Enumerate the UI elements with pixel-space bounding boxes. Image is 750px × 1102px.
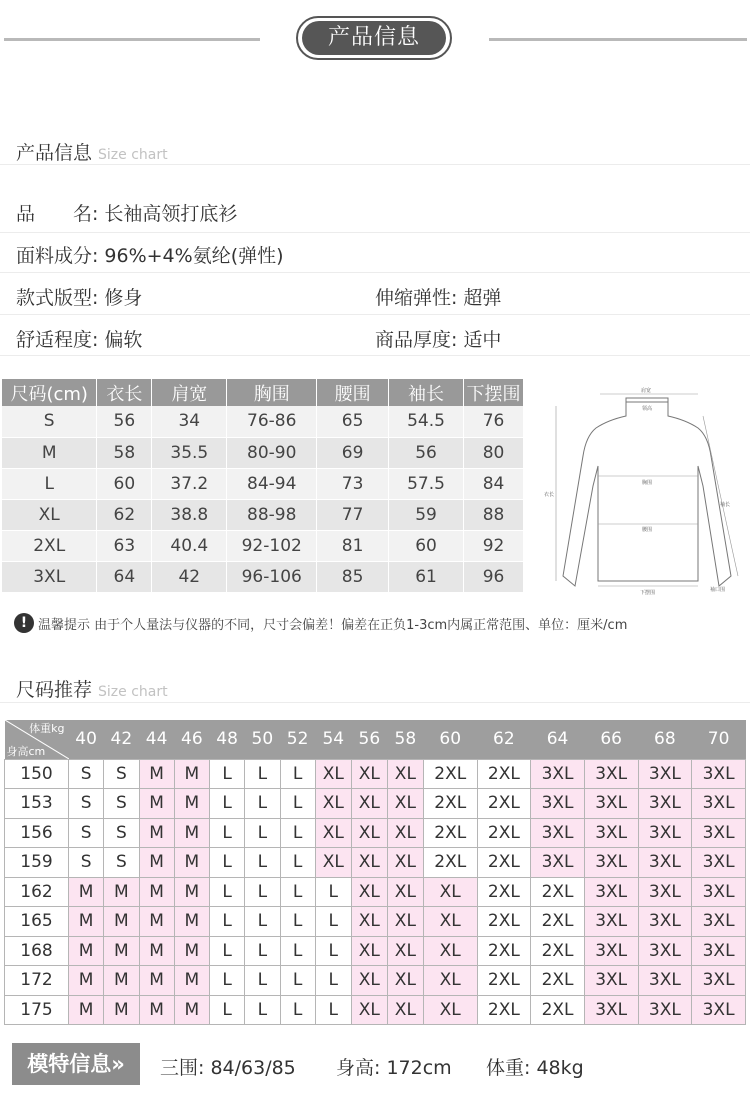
size-cell: 38.8 [152,499,227,530]
label-length: 衣长 [544,492,555,498]
recommend-size-cell: XL [387,759,423,789]
weight-header-cell: 40 [69,720,104,759]
weight-header-cell: 56 [351,720,387,759]
recommend-size-cell: L [315,936,351,966]
weight-header-cell: 42 [104,720,139,759]
recommend-size-cell: L [245,848,280,878]
height-cell: 172 [5,966,69,996]
divider [0,164,750,165]
label-collar: 领高 [642,406,653,412]
recommend-size-cell: M [174,966,209,996]
info-fabric [16,241,284,268]
recommend-size-cell: L [245,759,280,789]
recommend-size-cell: L [245,966,280,996]
recommend-size-cell: 2XL [477,848,531,878]
divider [0,272,750,273]
size-cell: 59 [389,499,464,530]
recommend-size-cell: M [139,936,174,966]
size-cell: 88-98 [227,499,317,530]
recommend-section-subtitle: Size chart [98,684,168,700]
info-style [16,283,142,310]
recommend-size-cell: 2XL [531,936,585,966]
recommend-size-cell: L [245,789,280,819]
size-cell: 63 [97,530,152,561]
size-cell: 61 [389,561,464,592]
info-comfort-value: 偏软 [104,329,143,351]
banner-line-left [4,38,260,41]
info-name-value: 长袖高领打底衫 [104,203,238,225]
recommend-size-cell: XL [351,818,387,848]
height-cell: 159 [5,848,69,878]
recommend-size-cell: S [69,789,104,819]
recommend-size-cell: M [69,995,104,1025]
weight-header-cell: 66 [584,720,638,759]
size-cell: XL [2,499,97,530]
recommend-size-cell: L [210,818,245,848]
info-style-value: 修身 [104,287,143,309]
recommend-size-cell: L [245,818,280,848]
recommend-size-cell: XL [423,877,477,907]
size-row [2,437,524,468]
corner-weight-label: 体重kg [29,722,65,735]
weight-header-cell: 58 [387,720,423,759]
recommend-size-cell: L [315,995,351,1025]
weight-header-cell: 70 [692,720,746,759]
size-cell: 84-94 [227,468,317,499]
size-cell: 85 [317,561,389,592]
weight-header-cell: 48 [210,720,245,759]
recommend-size-cell: 3XL [692,789,746,819]
recommend-size-cell: XL [351,907,387,937]
recommend-size-cell: XL [387,789,423,819]
recommend-size-cell: 3XL [584,995,638,1025]
recommend-size-cell: 3XL [584,789,638,819]
recommend-size-cell: M [174,818,209,848]
recommend-table-body [5,759,746,1025]
size-header-cell: 腰围 [317,379,389,406]
size-cell: 88 [464,499,524,530]
weight-header-cell: 54 [315,720,351,759]
recommend-size-cell: XL [387,848,423,878]
size-table-body [2,406,524,592]
recommend-size-cell: M [139,966,174,996]
recommend-size-cell: XL [351,966,387,996]
recommend-size-cell: M [139,789,174,819]
recommend-row [5,995,746,1025]
size-table [2,379,524,593]
recommend-size-cell: M [69,907,104,937]
size-row [2,530,524,561]
top-banner [0,0,750,80]
height-cell: 150 [5,759,69,789]
size-header-cell: 尺码(cm) [2,379,97,406]
model-weight: 体重: 48kg [486,1057,584,1079]
info-comfort-label: 舒适程度: [16,329,99,351]
size-cell: 76 [464,406,524,437]
recommend-size-cell: M [174,907,209,937]
recommend-size-cell: M [104,995,139,1025]
weight-header-cell: 62 [477,720,531,759]
sweater-diagram [538,376,748,598]
size-cell: 77 [317,499,389,530]
size-cell: 80-90 [227,437,317,468]
height-cell: 165 [5,907,69,937]
model-info-tag: 模特信息» [12,1043,140,1085]
size-cell: 40.4 [152,530,227,561]
recommend-size-cell: L [280,789,315,819]
recommend-size-cell: S [69,818,104,848]
recommend-size-cell: L [210,877,245,907]
size-cell: 56 [97,406,152,437]
recommend-size-cell: M [69,877,104,907]
size-cell: 60 [97,468,152,499]
model-height: 身高: 172cm [336,1057,452,1079]
recommend-size-cell: XL [351,848,387,878]
recommend-size-cell: 3XL [692,848,746,878]
recommend-size-cell: S [104,818,139,848]
warning-icon: ! [14,613,34,633]
recommend-size-cell: L [280,877,315,907]
size-cell: 65 [317,406,389,437]
weight-header-cell: 52 [280,720,315,759]
recommend-size-cell: 2XL [531,907,585,937]
recommend-size-cell: 2XL [477,789,531,819]
divider [0,232,750,233]
recommend-size-cell: XL [387,936,423,966]
label-cuff: 袖口围 [710,587,726,593]
size-row [2,406,524,437]
recommend-row [5,966,746,996]
recommend-size-cell: M [174,759,209,789]
recommend-size-cell: 3XL [638,818,692,848]
recommend-size-cell: 3XL [692,936,746,966]
product-section-subtitle: Size chart [98,147,168,163]
recommend-size-cell: 3XL [638,936,692,966]
info-fabric-label: 面料成分: [16,245,99,267]
recommend-size-cell: XL [315,848,351,878]
recommend-size-cell: XL [423,966,477,996]
product-section-title [16,138,168,165]
recommend-size-cell: XL [315,759,351,789]
size-row [2,561,524,592]
label-waist: 腰围 [642,527,653,533]
weight-header-cell: 68 [638,720,692,759]
recommend-row [5,759,746,789]
recommend-size-cell: L [210,995,245,1025]
recommend-size-cell: M [174,848,209,878]
recommend-size-cell: M [174,936,209,966]
banner-title: 产品信息 [302,21,446,55]
recommend-size-cell: M [104,907,139,937]
recommend-size-cell: M [69,966,104,996]
recommend-size-cell: 3XL [584,759,638,789]
info-style-label: 款式版型: [16,287,99,309]
recommend-row [5,848,746,878]
height-cell: 156 [5,818,69,848]
recommend-size-cell: L [280,907,315,937]
recommend-size-cell: XL [387,877,423,907]
sleeve-measure [703,416,738,576]
size-cell: 42 [152,561,227,592]
recommend-size-cell: S [69,848,104,878]
recommend-section-title [16,675,168,702]
size-cell: 73 [317,468,389,499]
size-cell: 56 [389,437,464,468]
size-cell: L [2,468,97,499]
recommend-size-cell: L [280,995,315,1025]
recommend-size-cell: XL [387,995,423,1025]
recommend-size-cell: M [139,848,174,878]
corner-height-label: 身高cm [6,744,46,758]
recommend-size-cell: 2XL [477,877,531,907]
recommend-size-cell: M [139,877,174,907]
recommend-size-cell: L [315,966,351,996]
recommend-size-cell: S [69,759,104,789]
size-cell: 96-106 [227,561,317,592]
recommend-size-cell: XL [423,907,477,937]
recommend-size-cell: 3XL [692,759,746,789]
size-cell: M [2,437,97,468]
size-cell: 3XL [2,561,97,592]
size-cell: 64 [97,561,152,592]
model-measurements: 三围: 84/63/85 [160,1057,296,1079]
size-cell: 80 [464,437,524,468]
recommend-size-cell: 2XL [423,759,477,789]
recommend-size-cell: 3XL [531,818,585,848]
recommend-size-cell: M [69,936,104,966]
recommend-size-cell: 2XL [423,818,477,848]
size-row [2,499,524,530]
size-cell: 58 [97,437,152,468]
recommend-size-cell: L [245,995,280,1025]
recommend-size-cell: 3XL [638,789,692,819]
recommend-size-cell: XL [351,936,387,966]
recommend-size-cell: 3XL [584,907,638,937]
height-cell: 162 [5,877,69,907]
recommend-size-cell: M [139,907,174,937]
banner-line-right [489,38,747,41]
info-thickness [375,325,501,352]
recommend-size-cell: L [210,907,245,937]
recommend-table-header [5,720,746,759]
recommend-size-cell: 2XL [423,848,477,878]
divider [0,355,750,356]
recommend-size-cell: 2XL [477,818,531,848]
size-table-header [2,379,524,406]
recommend-size-cell: L [210,789,245,819]
recommend-size-cell: L [245,907,280,937]
size-cell: S [2,406,97,437]
height-cell: 168 [5,936,69,966]
recommend-size-cell: 2XL [477,759,531,789]
size-cell: 37.2 [152,468,227,499]
size-cell: 62 [97,499,152,530]
recommend-size-cell: 3XL [638,848,692,878]
size-cell: 96 [464,561,524,592]
recommend-size-cell: L [280,759,315,789]
size-cell: 57.5 [389,468,464,499]
recommend-size-cell: L [210,936,245,966]
size-cell: 60 [389,530,464,561]
recommend-size-cell: 3XL [692,818,746,848]
info-stretch-value: 超弹 [463,287,502,309]
recommend-size-cell: 2XL [423,789,477,819]
recommend-size-cell: 3XL [638,759,692,789]
recommend-size-cell: 3XL [638,995,692,1025]
size-cell: 54.5 [389,406,464,437]
recommend-size-cell: S [104,789,139,819]
size-cell: 81 [317,530,389,561]
recommend-size-cell: L [315,877,351,907]
size-header-cell: 胸围 [227,379,317,406]
recommend-size-cell: XL [423,936,477,966]
recommend-size-cell: M [174,789,209,819]
recommend-size-cell: XL [423,995,477,1025]
size-header-cell: 下摆围 [464,379,524,406]
weight-header-cell: 60 [423,720,477,759]
label-sleeve: 袖长 [720,502,731,508]
recommend-row [5,818,746,848]
recommend-size-cell: 3XL [692,907,746,937]
recommend-row [5,936,746,966]
recommend-size-cell: L [245,877,280,907]
divider [0,702,750,703]
info-comfort [16,325,142,352]
info-thickness-value: 适中 [463,329,502,351]
notice-text: 温馨提示 由于个人量法与仪器的不同，尺寸会偏差！偏差在正负1-3cm内属正常范围、单位：厘米/cm [38,617,628,633]
info-thickness-label: 商品厚度: [375,329,458,351]
size-notice [14,613,627,633]
recommend-size-cell: L [280,936,315,966]
info-name-label: 品 名: [16,203,99,225]
recommend-size-cell: XL [387,966,423,996]
weight-header-cell: 44 [139,720,174,759]
recommend-size-cell: XL [315,789,351,819]
recommend-row [5,789,746,819]
weight-header-cell: 46 [174,720,209,759]
recommend-size-cell: M [174,995,209,1025]
recommend-size-cell: L [315,907,351,937]
recommend-size-cell: XL [351,995,387,1025]
recommend-size-cell: 2XL [477,966,531,996]
recommend-size-cell: L [245,936,280,966]
recommend-section-heading: 尺码推荐 [16,679,93,701]
recommend-size-cell: 2XL [531,995,585,1025]
recommend-row [5,907,746,937]
info-stretch [375,283,501,310]
recommend-size-cell: L [210,848,245,878]
recommend-size-cell: M [104,966,139,996]
recommend-size-cell: XL [315,818,351,848]
recommend-size-cell: M [139,995,174,1025]
recommend-size-cell: L [280,848,315,878]
recommend-size-cell: 2XL [531,877,585,907]
weight-header-cell: 50 [245,720,280,759]
label-hem: 下摆围 [640,590,656,596]
recommend-size-cell: 2XL [477,936,531,966]
recommend-size-cell: 3XL [692,877,746,907]
recommend-size-cell: 3XL [584,848,638,878]
recommend-size-cell: M [139,818,174,848]
size-recommend-table [4,720,746,1025]
recommend-size-cell: L [280,966,315,996]
recommend-size-cell: M [174,877,209,907]
size-header-cell: 袖长 [389,379,464,406]
recommend-size-cell: 3XL [584,936,638,966]
recommend-size-cell: 3XL [692,995,746,1025]
size-row [2,468,524,499]
recommend-size-cell: 3XL [584,877,638,907]
recommend-size-cell: L [210,759,245,789]
weight-header-cell: 64 [531,720,585,759]
size-cell: 35.5 [152,437,227,468]
size-cell: 84 [464,468,524,499]
recommend-size-cell: 3XL [638,966,692,996]
table-corner [5,720,69,759]
recommend-size-cell: M [139,759,174,789]
recommend-size-cell: M [104,877,139,907]
recommend-size-cell: XL [351,877,387,907]
size-cell: 92 [464,530,524,561]
size-cell: 69 [317,437,389,468]
recommend-size-cell: 3XL [692,966,746,996]
recommend-size-cell: 3XL [531,789,585,819]
recommend-size-cell: XL [351,759,387,789]
recommend-size-cell: M [104,936,139,966]
recommend-size-cell: L [280,818,315,848]
info-stretch-label: 伸缩弹性: [375,287,458,309]
size-header-cell: 衣长 [97,379,152,406]
recommend-size-cell: 2XL [477,995,531,1025]
recommend-row [5,877,746,907]
recommend-size-cell: 3XL [584,818,638,848]
size-cell: 92-102 [227,530,317,561]
label-chest: 胸围 [642,480,653,486]
recommend-size-cell: 3XL [531,848,585,878]
product-section-heading: 产品信息 [16,142,93,164]
recommend-size-cell: XL [387,818,423,848]
size-cell: 34 [152,406,227,437]
recommend-size-cell: XL [387,907,423,937]
label-shoulder: 肩宽 [641,388,652,394]
recommend-size-cell: XL [351,789,387,819]
recommend-size-cell: 3XL [638,907,692,937]
recommend-size-cell: L [210,966,245,996]
size-cell: 2XL [2,530,97,561]
recommend-size-cell: S [104,848,139,878]
divider [0,314,750,315]
height-cell: 153 [5,789,69,819]
size-header-cell: 肩宽 [152,379,227,406]
recommend-size-cell: 2XL [531,966,585,996]
info-fabric-value: 96%+4%氨纶(弹性) [104,245,284,267]
sweater-outline [563,398,731,586]
recommend-size-cell: S [104,759,139,789]
info-name [16,199,237,226]
height-cell: 175 [5,995,69,1025]
recommend-size-cell: 3XL [584,966,638,996]
size-cell: 76-86 [227,406,317,437]
recommend-size-cell: 3XL [638,877,692,907]
recommend-size-cell: 3XL [531,759,585,789]
recommend-size-cell: 2XL [477,907,531,937]
